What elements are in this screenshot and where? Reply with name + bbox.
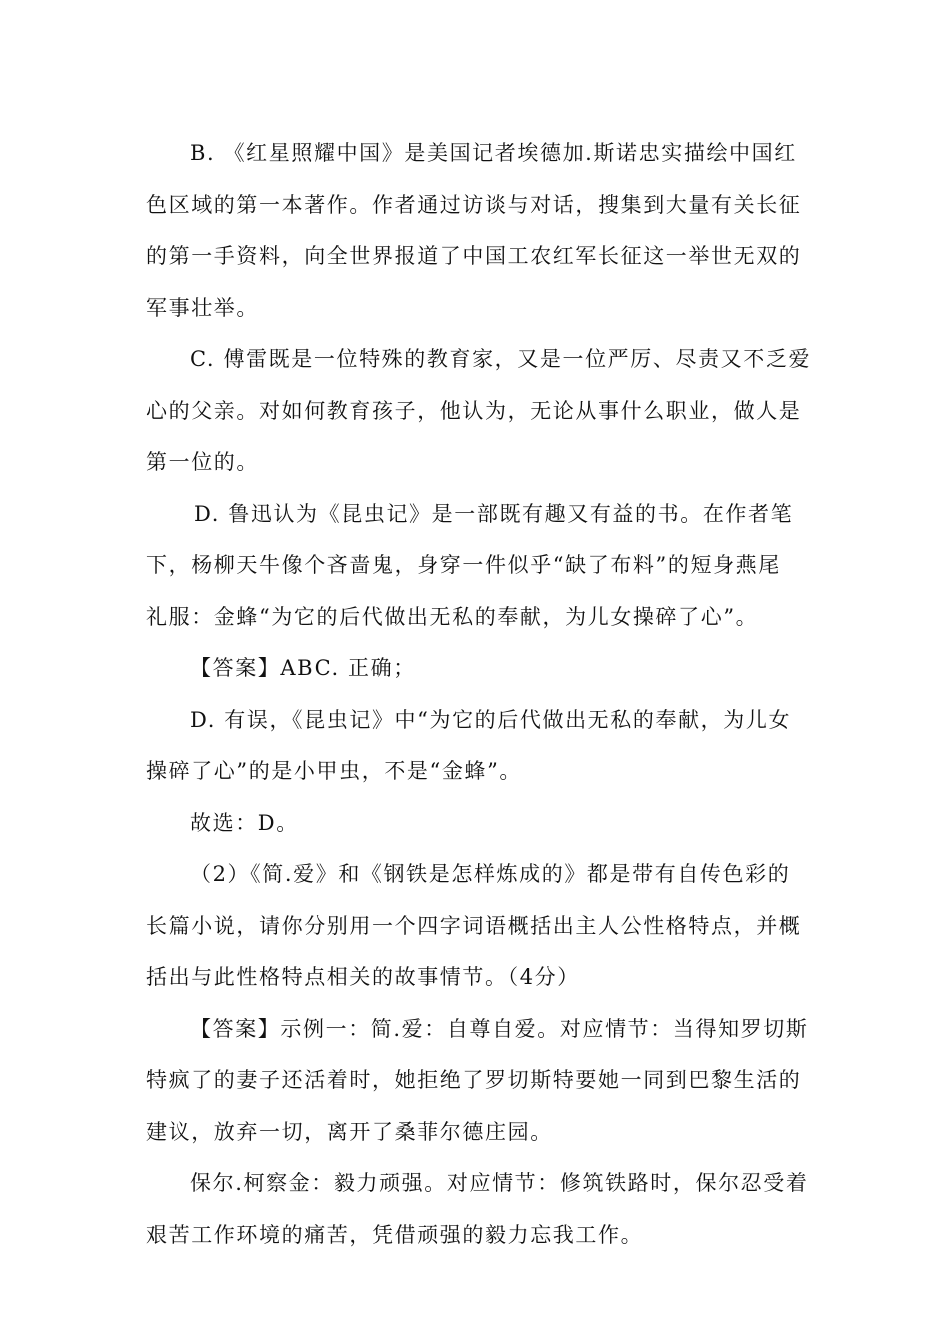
text-line: 【答案】示例一：简.爱：自尊自爱。对应情节：当得知罗切斯 [190,1016,809,1041]
text-line: 操碎了心”的是小甲虫，不是“金蜂”。 [146,759,523,783]
text-line: 特疯了的妻子还活着时，她拒绝了罗切斯特要她一同到巴黎生活的 [146,1068,802,1092]
text-line: 心的父亲。对如何教育孩子，他认为，无论从事什么职业，做人是 [146,398,802,423]
text-line: 保尔.柯察金：毅力顽强。对应情节：修筑铁路时，保尔忍受着 [190,1171,809,1195]
question-2-paragraph [146,849,810,1004]
text-line: 色区域的第一本著作。作者通过访谈与对话，搜集到大量有关长征 [146,192,802,217]
text-line: （2）《简.爱》和《钢铁是怎样炼成的》都是带有自传色彩的 [190,862,791,886]
text-line: 军事壮举。 [146,295,259,320]
text-line: 礼服：金蜂“为它的后代做出无私的奉献，为儿女操碎了心”。 [146,604,759,629]
option-b-paragraph [146,128,810,334]
answer-2-paragraph [146,1004,810,1159]
text-line: B. 《红星照耀中国》是美国记者埃德加.斯诺忠实描绘中国红 [190,141,797,165]
text-line: D. 有误，《昆虫记》中“为它的后代做出无私的奉献，为儿女 [190,707,792,732]
text-line: C. 傅雷既是一位特殊的教育家，又是一位严厉、尽责又不乏爱 [190,347,812,371]
choice-paragraph [146,798,810,850]
answer-2-example-paragraph [146,1158,810,1261]
text-line: 【答案】ABC. 正确； [190,656,416,680]
text-line: 括出与此性格特点相关的故事情节。（4分） [146,965,580,989]
explanation-d-paragraph [146,695,810,798]
text-line: 下，杨柳天牛像个吝啬鬼，身穿一件似乎“缺了布料”的短身燕尾 [146,553,781,577]
document-body [146,128,810,1261]
text-line: D. 鲁迅认为《昆虫记》是一部既有趣又有益的书。在作者笔 [194,501,794,526]
text-line: 第一位的。 [146,450,259,474]
text-line: 艰苦工作环境的痛苦，凭借顽强的毅力忘我工作。 [146,1222,644,1247]
text-line: 长篇小说，请你分别用一个四字词语概括出主人公性格特点，并概 [146,913,802,938]
option-c-paragraph [146,334,810,489]
text-line: 的第一手资料，向全世界报道了中国工农红军长征这一举世无双的 [146,244,802,268]
text-line: 建议，放弃一切，离开了桑菲尔德庄园。 [146,1119,553,1144]
text-line: 故选：D。 [190,810,299,835]
answer-1-paragraph [146,643,810,695]
option-d-paragraph [146,489,810,644]
